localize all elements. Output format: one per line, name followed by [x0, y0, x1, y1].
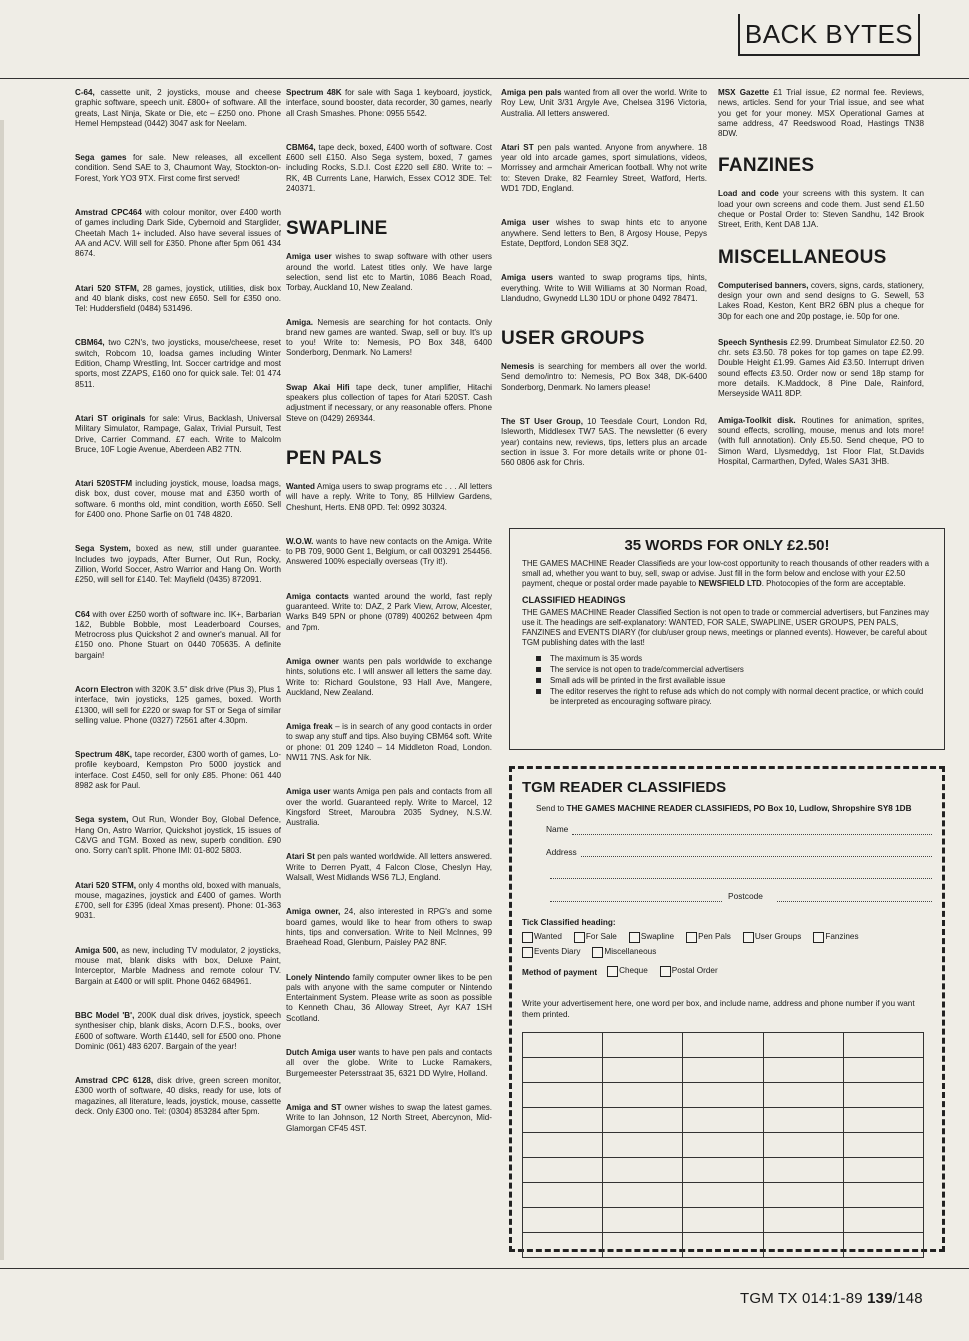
word-box[interactable] [683, 1083, 763, 1108]
word-box[interactable] [763, 1033, 843, 1058]
ad-heading: Wanted [286, 481, 315, 491]
checkbox-wanted[interactable] [522, 932, 562, 943]
column-1 [75, 88, 281, 1141]
ad-body: wanted around the world, fast reply guaranteed. Write to: DAZ, 2 Park View, Arrow, Alcester, Warks B49 5PN or phone (0789) 400262 between 4pm and 7pm. [286, 591, 492, 632]
misc-heading: MISCELLANEOUS [718, 246, 887, 268]
ad-body: your screens with this system. It can load your own screens and code them. Just send £1.50 cheque or Postal Order to: Steven Sandhu, 142 Brook Street, Erith, Kent DA8 1JA. [718, 189, 924, 230]
fanzines-heading: FANZINES [718, 155, 815, 177]
tick-heading-text: Tick Classified heading: [522, 917, 616, 927]
word-box[interactable] [843, 1083, 923, 1108]
info-bullet: The maximum is 35 words [536, 654, 932, 664]
checkbox-label: Fanzines [825, 932, 859, 942]
word-grid-row [523, 1058, 924, 1083]
checkbox-label: Swapline [640, 932, 675, 942]
checkbox-swapline[interactable] [629, 932, 674, 943]
word-box[interactable] [763, 1133, 843, 1158]
word-box[interactable] [763, 1233, 843, 1258]
ad-heading: Amiga contacts [286, 591, 349, 601]
checkbox-miscellaneous[interactable] [592, 947, 656, 958]
word-box[interactable] [603, 1233, 683, 1258]
word-box[interactable] [843, 1058, 923, 1083]
checkbox-user-groups[interactable] [743, 932, 801, 943]
word-box[interactable] [683, 1158, 763, 1183]
classified-ad [75, 88, 281, 129]
address-label: Address [546, 846, 577, 857]
checkbox-box[interactable] [629, 932, 640, 943]
ad-body: wanted to swap programs tips, hints, everything. Write to Will Williams at 30 Norman Road, Llandudno, Gwynedd LL30 1DU or phone 0492 78471. [501, 273, 707, 303]
ad-heading: C-64, [75, 88, 95, 97]
ad-body: owner wishes to swap the latest games. Write to Ian Johnson, 12 North Street, Abercynon, Mid-Glamorgan CF45 4ST. [286, 1102, 493, 1133]
checkbox-box[interactable] [592, 947, 603, 958]
ad-heading: Sega system, [75, 815, 129, 825]
ad-body: tape recorder, £300 worth of games, Lo-profile keyboard, Kempston Pro 5000 joystick and interface. Cost £450, sell for only £85. Phone: 061 440 8982 ask for Paul. [75, 750, 281, 791]
checkbox-label: User Groups [754, 932, 802, 942]
classified-ad [75, 338, 281, 389]
ad-heading: Sega games [75, 153, 127, 163]
classified-ad [718, 338, 924, 400]
ad-body: Amiga users to swap programs etc . . . All letters will have a reply. Write to Tony, 85 Hillview Gardens, Cheshunt, Herts. EN8 0PD. Tel: 0992 30324. [286, 481, 492, 512]
ad-body: tape deck, tuner amplifier, Hitachi speakers plus collection of tapes for Atari 520ST. Cash adjustment if necessary, or any reasonable offers. Phone Steve on (0429) 269344. [286, 382, 492, 423]
payment-label: Method of payment [522, 968, 598, 978]
word-box[interactable] [523, 1133, 603, 1158]
classified-ad [286, 537, 492, 568]
postcode-field[interactable] [777, 892, 932, 902]
ad-heading: Speech Synthesis [718, 337, 788, 347]
info-intro-text: THE GAMES MACHINE Reader Classifieds are your low-cost opportunity to reach thousands of other readers with a small ad, whether you want to buy, sell, swap or advise. Just fill in the form below and enclose with your £2.50 payment, cheque or postal order made payable to [522, 559, 929, 588]
ad-heading: Amiga user [501, 218, 550, 228]
ad-heading: Nemesis [501, 362, 535, 372]
column-2 [286, 88, 492, 1158]
ad-body: boxed as new, still under guarantee. Includes two joypads, After Burner, Out Run, Rocky, Zillion, World Soccer, Astro Warrior and Hang On. Worth £250, will sell for £140. Tel: Mayfield (0435) 872091. [75, 544, 281, 585]
ad-heading: Computerised banners, [718, 280, 809, 290]
info-intro-end: . Photocopies of the form are acceptable. [761, 579, 906, 588]
checkbox-box[interactable] [686, 932, 697, 943]
ad-body: tape deck, boxed, £400 worth of software. Cost £600 sell £150. Also Sega system, boxed, 7 games including Rocks, S.D.I. Cost £220 sell £80. Write to: – RK, 4B Currents Lane, Harwich, Essex CO12 3DE. Tel: 240371. [286, 142, 492, 194]
usergroups-heading: USER GROUPS [501, 328, 645, 350]
ad-heading: Spectrum 48K, [75, 750, 133, 760]
ad-body: two C2N's, two joysticks, mouse/cheese, reset switch, Robcom 10, loadsa games including Winter Edition, Champ Wrestling, Int. Soccer cartridge and most sports, most ZZAPS, £160 ono for quick sale. Tel: 01 474 8511. [75, 338, 281, 389]
classified-ad [75, 815, 281, 856]
name-field[interactable] [572, 825, 932, 835]
info-title: 35 WORDS FOR ONLY £2.50! [624, 537, 830, 554]
checkbox-box[interactable] [607, 966, 618, 977]
classified-ad [718, 281, 924, 322]
checkbox-box[interactable] [660, 966, 671, 977]
checkbox-cheque[interactable] [607, 966, 648, 977]
word-grid-row [523, 1083, 924, 1108]
word-grid-row [523, 1183, 924, 1208]
ad-heading: Swap Akai Hifi [286, 382, 350, 392]
page-footer [740, 1290, 923, 1307]
word-box[interactable] [763, 1083, 843, 1108]
word-box[interactable] [523, 1033, 603, 1058]
ad-heading: MSX Gazette [718, 88, 769, 97]
classified-ad [75, 946, 281, 987]
ad-body: wishes to swap software with other users around the world. Latest titles only. We have large selection, send list etc to Martin, 1086 Beach Road, Torbay, Auckland 10, New Zealand. [286, 252, 492, 293]
checkbox-label: Miscellaneous [604, 947, 657, 957]
word-box[interactable] [843, 1208, 923, 1233]
ad-heading: Amiga pen pals [501, 88, 562, 97]
classified-ad [286, 787, 492, 828]
word-box[interactable] [603, 1108, 683, 1133]
checkbox-label: For Sale [585, 932, 617, 942]
ad-heading: Amiga user [286, 252, 332, 262]
classified-ad [501, 273, 707, 304]
classified-ad [286, 907, 492, 948]
classified-ad [75, 544, 281, 585]
ad-body: 24, also interested in RPG's and some board games, would like to hear from others to swap hints, tips and conversation. Write to Neil McInnes, 99 Braehead Road, Glenburn, Paisley PA2 8NF. [286, 907, 492, 948]
ad-body: for sale. New releases, all excellent condition. Send SAE to 3, Chaumont Way, Stockton-on-Forest, York YO3 9TX. First come first served! [75, 153, 281, 183]
word-grid [522, 1032, 924, 1258]
address-row-2 [536, 869, 932, 879]
classified-form [509, 766, 945, 1252]
word-box[interactable] [523, 1233, 603, 1258]
ad-body: as new, including TV modulator, 2 joysticks, mouse mat, blank disks with box, Deluxe Paint, Interceptor, Marble Madness and remote colour TV. Bargain at £400 or will split. Phone 0462 684961. [75, 945, 281, 986]
classified-ad [75, 881, 281, 922]
ad-body: – is in search of any good contacts in order to swap any stuff and tips. Also buying CBM64 soft. Write or phone: 01 209 1240 – 14 Middleton Road, London. NW11 7NS. Ask for Nik. [286, 722, 492, 762]
word-box[interactable] [603, 1083, 683, 1108]
ad-body: including joystick, mouse, loadsa mags, disk box, dust cover, mouse mat and £350 worth of software. 6 months old, mint condition, worth £650. Sell for £400 ono. Phone Sarfie on 01 748 4820. [75, 479, 281, 520]
form-instructions: Write your advertisement here, one word per box, and include name, address and phone number if you want them printed. [522, 999, 915, 1019]
heading-checkboxes [522, 932, 932, 962]
classified-ad [75, 414, 281, 455]
checkbox-label: Cheque [619, 966, 648, 976]
classified-ad [286, 88, 492, 119]
ad-heading: Amiga user [286, 787, 331, 797]
ad-body: 28 games, joystick, utilities, disk box and 40 blank disks, cost new £650. Sell for £350 ono. Tel: Huddersfield (0484) 531496. [75, 283, 281, 314]
word-box[interactable] [523, 1058, 603, 1083]
classified-ad [286, 657, 492, 698]
info-payee: NEWSFIELD LTD [698, 579, 762, 588]
classified-ad [501, 417, 707, 468]
ad-heading: Amstrad CPC 6128, [75, 1076, 154, 1086]
classified-ad [75, 208, 281, 259]
word-box[interactable] [523, 1208, 603, 1233]
classified-ad [75, 479, 281, 520]
classified-ad [286, 252, 492, 293]
word-grid-row [523, 1208, 924, 1233]
checkbox-box[interactable] [813, 932, 824, 943]
word-box[interactable] [603, 1058, 683, 1083]
ad-body: Routines for animation, sprites, sound effects, scrolling, mouse, menus and lots more! (with full annotation). Only £5.50. Send cheque, PO to Simon Ward, Llysmeddyg, 1st Floor Flat, St.Davids Hospital, Carmarthen, Dyfed, Wales SA31 3HB. [718, 415, 924, 466]
section-header-title: BACK BYTES [744, 18, 914, 49]
ad-heading: Amstrad CPC464 [75, 208, 142, 218]
checkbox-pen-pals[interactable] [686, 932, 731, 943]
ad-heading: Amiga owner, [286, 907, 341, 917]
info-bullet: The editor reserves the right to refuse ads which do not comply with normal decent practice, or which could be interpreted as encouraging software piracy. [536, 687, 932, 707]
section-header [738, 14, 920, 56]
ad-heading: Amiga and ST [286, 1102, 342, 1112]
word-box[interactable] [843, 1108, 923, 1133]
word-box[interactable] [683, 1108, 763, 1133]
ad-body: for sale: Virus, Backlash, Universal Military Simulator, Rampage, Galax, Trivial Pursuit, Test Drive, Carrier Command. £7 each. Write to Malcolm Bruce, 10F Logie Avenue, Aberdeen AB2 7TN. [75, 413, 281, 454]
info-intro [522, 559, 932, 589]
penpals-heading: PEN PALS [286, 447, 383, 469]
word-box[interactable] [603, 1158, 683, 1183]
column-4 [718, 88, 924, 483]
word-box[interactable] [603, 1133, 683, 1158]
classified-ad [75, 1011, 281, 1052]
classified-ad [718, 88, 924, 139]
ad-heading: CBM64, [286, 142, 316, 152]
classified-ad [75, 153, 281, 184]
classified-ad [75, 610, 281, 661]
footer-page-number: 139 [867, 1290, 893, 1307]
classified-ad [75, 284, 281, 315]
word-box[interactable] [683, 1183, 763, 1208]
classified-ad [286, 973, 492, 1024]
ad-heading: Acorn Electron [75, 684, 134, 694]
ad-body: with over £250 worth of software inc. IK+, Barbarian 1&2, Bubble Bobble, most Leaderboard Courses, Metrocross plus Quickshot 2 and owner's manual. All for £150 ono. Phone Stuart on 0440 705635. A definite bargain! [75, 609, 281, 660]
classified-ad [501, 362, 707, 393]
checkbox-box[interactable] [522, 932, 533, 943]
word-box[interactable] [683, 1058, 763, 1083]
word-box[interactable] [763, 1208, 843, 1233]
ad-heading: Atari 520 STFM, [75, 880, 137, 890]
word-box[interactable] [843, 1183, 923, 1208]
info-bullet: The service is not open to trade/commercial advertisers [536, 665, 932, 675]
ad-heading: C64 [75, 609, 90, 619]
checkbox-fanzines[interactable] [813, 932, 858, 943]
classified-ad [501, 218, 707, 249]
tick-heading-label [522, 918, 932, 929]
ad-body: wants Amiga pen pals and contacts from all over the world. Guaranteed reply. Write to Marcel, 12 Kingsford Street, Maroubra 2035 Sydney, N.S.W. Australia. [286, 787, 492, 828]
info-rules-text: THE GAMES MACHINE Reader Classified Section is not open to trade or commercial advertisers, but Fanzines may use it. The headings are self-explanatory: WANTED, FOR SALE, SWAPLINE, USER GROUPS, PEN PALS, FANZINES and EVENTS DIARY (for club/user group news, meetings or planned events). However, be careful about TGM publishing dates with the last! [522, 608, 929, 647]
checkbox-label: Pen Pals [698, 932, 731, 942]
word-box[interactable] [603, 1183, 683, 1208]
classified-ad [75, 685, 281, 726]
word-box[interactable] [523, 1158, 603, 1183]
checkbox-for-sale[interactable] [574, 932, 617, 943]
form-send-to [536, 804, 932, 815]
word-grid-row [523, 1233, 924, 1258]
ad-body: wants pen pals worldwide to exchange hints, solutions etc. I will answer all letters the same day. Write to: Richard Goulstone, 93 Hall Ave, Mangere, Auckland, New Zealand. [286, 656, 492, 697]
checkbox-box[interactable] [743, 932, 754, 943]
ad-body: wants to have pen pals and contacts all over the globe. Write to Lucke Ramakers, Burgemeester Petersstraat 35, 6321 DD Wylre, Holland. [286, 1048, 493, 1078]
word-box[interactable] [763, 1108, 843, 1133]
word-box[interactable] [523, 1083, 603, 1108]
ad-heading: Dutch Amiga user [286, 1048, 356, 1058]
bottom-rule [0, 1268, 969, 1269]
info-box [509, 528, 945, 750]
info-bullets [522, 654, 932, 707]
ad-body: with 320K 3.5" disk drive (Plus 3), Plus 1 interface, twin joysticks, 125 games, boxed. Worth £1300, will sell for £220 or swap for ST or Sega of similar selling value. Phone (0327) 72561 after 4.30pm. [75, 684, 281, 725]
ad-heading: Atari 520 STFM, [75, 283, 139, 293]
ad-heading: Atari ST [501, 142, 534, 152]
classified-ad [286, 1048, 492, 1079]
ad-body: for sale with Saga 1 keyboard, joystick, interface, sound booster, data recorder, 30 games, nearly all Crash Smashes. Phone: 0955 5542. [286, 88, 492, 118]
ad-heading: Amiga-Toolkit disk. [718, 415, 796, 425]
ad-heading: Atari ST originals [75, 413, 146, 423]
page-edge-shadow [0, 120, 4, 1260]
word-box[interactable] [603, 1033, 683, 1058]
classified-ad [75, 1076, 281, 1117]
ad-heading: CBM64, [75, 338, 105, 348]
checkbox-box[interactable] [522, 947, 533, 958]
checkbox-box[interactable] [574, 932, 585, 943]
ad-body: is searching for members all over the world. Send demo/intro to: Nemesis, PO Box 348, DK-6400 Sonderborg, Denmark. No lamers please! [501, 362, 707, 392]
word-grid-row [523, 1108, 924, 1133]
ad-body: disk drive, green screen monitor, £300 worth of software, 40 disks, ready for use, lots of magazines, all literature, leads, joystick, mouse, cassette deck. Only £300 ono. Tel: (0304) 853284 after 5pm. [75, 1076, 281, 1116]
checkbox-events-diary[interactable] [522, 947, 580, 958]
classified-ad [718, 416, 924, 467]
ad-heading: Amiga owner [286, 656, 339, 666]
classified-ad [286, 852, 492, 883]
word-box[interactable] [843, 1133, 923, 1158]
ad-heading: Lonely Nintendo [286, 972, 350, 982]
word-grid-row [523, 1133, 924, 1158]
classified-ad [286, 383, 492, 424]
ad-body: covers, signs, cards, stationery, design your own and send designs to G. Sewell, 53 Lakes Road, Keston, Kent BR2 6BN plus a cheque for 30p for each one and 20p postage, ie. 50p for one. [718, 280, 924, 321]
ad-body: family computer owner likes to be pen pals with anyone with the same computer or Nintendo Entertainment System. Please write as soon as possible to Kenneth Chau, 36 Alloway Street, Ayr KA7 1SH Scotland. [286, 972, 493, 1023]
footer-issue: TGM TX 014:1-89 [740, 1290, 868, 1307]
ad-body: 200K dual disk drives, joystick, speech synthesiser chip, blank disks, Acorn D.F.S., books, over £600 of software. Worth £1440, sell for £500 ono. Phone Dominic (061) 483 6207. Bargain of the year! [75, 1010, 282, 1051]
word-box[interactable] [603, 1208, 683, 1233]
classified-ad [501, 143, 707, 194]
word-box[interactable] [843, 1033, 923, 1058]
ad-heading: Amiga 500, [75, 945, 119, 955]
word-box[interactable] [683, 1233, 763, 1258]
ad-heading: Sega System, [75, 544, 131, 554]
address-row [536, 847, 932, 858]
checkbox-label: Postal Order [671, 966, 718, 976]
ad-heading: The ST User Group, [501, 417, 583, 427]
postcode-row [536, 891, 932, 902]
payment-row [522, 966, 932, 981]
top-rule [0, 78, 969, 79]
address-field[interactable] [581, 847, 932, 857]
ad-heading: Atari St [286, 852, 315, 862]
ad-heading: W.O.W. [286, 536, 314, 546]
ad-body: 10 Teesdale Court, London Rd, Isleworth, Middlesex TW7 5AS. The newsletter (6 every year) contains new, reviews, tips, letters plus an arcade section in issue 3. For more details write or phone 01-560 0806 ask for Chris. [501, 417, 707, 468]
classified-ad [286, 318, 492, 359]
classified-ad [501, 88, 707, 119]
ad-body: wanted from all over the world. Write to Roy Lew, Unit 3/31 Argyle Ave, Chelsea 3196 Victoria, Australia. All letters answered. [501, 88, 707, 118]
ad-body: wants to have new contacts on the Amiga. Write to PB 709, 9000 Gent 1, Belgium, or call 003291 254456. Answered 100% especially overseas (Try it!). [286, 536, 492, 567]
ad-heading: BBC Model 'B', [75, 1010, 135, 1020]
classified-ad [286, 592, 492, 633]
name-row [536, 824, 932, 835]
address-field-2[interactable] [550, 869, 932, 879]
ad-heading: Spectrum 48K [286, 88, 342, 97]
word-box[interactable] [763, 1183, 843, 1208]
info-bullet: Small ads will be printed in the first available issue [536, 676, 932, 686]
name-label: Name [546, 824, 569, 834]
ad-body: pen pals wanted worldwide. All letters answered. Write to Derren Pyatt, 4 Falcon Close, Cheslyn Hay, Walsall, West Midlands WS6 7LJ, England. [286, 852, 492, 883]
form-send-address: THE GAMES MACHINE READER CLASSIFIEDS, PO Box 10, Ludlow, Shropshire SY8 1DB [566, 803, 912, 813]
classified-ad [286, 722, 492, 763]
ad-body: wishes to swap hints etc to anyone anywhere. Send letters to Ben, 8 Argosy House, Pepys Estate, Deptford, London SE8 3QZ. [501, 218, 707, 248]
ad-body: cassette unit, 2 joysticks, mouse and cheese graphic software, speech unit. £800+ of software. All the greats, Last Ninja, Skate or Die, etc – £250 ono. Phone Hemel Hempstead (0442) 3047 ask for Neelam. [75, 88, 281, 128]
footer-page-total: /148 [892, 1290, 923, 1307]
form-title: TGM READER CLASSIFIEDS [522, 779, 727, 796]
postcode-label: Postcode [728, 891, 763, 901]
ad-heading: Load and code [718, 189, 779, 199]
ad-body: with colour monitor, over £400 worth of games including Dark Side, Cybernoid and Starglider, Cheetah Mach 1+ included. Also have several issues of AA and ACV. Will sell for £350. Phone after 5pm 061 434 8674. [75, 208, 281, 259]
word-box[interactable] [763, 1158, 843, 1183]
ad-body: Out Run, Wonder Boy, Global Defence, Hang On, Astro Warrior, Quickshot joystick, 15 issues of C&VG and TGM. Boxed as new, superb condition. £90 ono. Sorry can't split. Phone IMI: 01-802 5803. [75, 815, 281, 856]
ad-body: only 4 months old, boxed with manuals, mouse, magazines, joystick and £400 of games. Worth £700, sell for £395 (ideal Xmas present). Phone: 01-363 9031. [75, 880, 281, 921]
checkbox-label: Wanted [534, 932, 562, 942]
classified-ad [286, 1103, 492, 1134]
ad-body: pen pals wanted. Anyone from anywhere. 18 year old into arcade games, sport simulations, videos, Morrissey and armchair American football. Why not write to: Steven Drake, 82 Fearnley Street, Watford, Herts. WD1 7DD, England. [501, 142, 707, 194]
ad-heading: Amiga. [286, 317, 313, 327]
address-field-3[interactable] [550, 892, 722, 902]
form-send-label: Send to [536, 803, 567, 813]
ad-heading: Amiga freak [286, 722, 333, 732]
word-grid-row [523, 1033, 924, 1058]
word-box[interactable] [683, 1133, 763, 1158]
classified-ad [286, 482, 492, 513]
ad-body: £2.99. Drumbeat Simulator £2.50. 20 chr. sets £3.50. 78 pokes for top games on tape £2.99. Double Height £1.99. Games Aid £3.50. Interrupt driven sound effects £3.50. Order now or send 18p stamp for more details. K.Maddock, 8 Pine Dale, Rainford, Merseyside WA11 8DP. [718, 337, 924, 399]
column-3 [501, 88, 707, 493]
word-box[interactable] [843, 1158, 923, 1183]
ad-body: £1 Trial issue, £2 normal fee. Reviews, news, articles. Send for your Trial issue, and see what you get for your money. MSX Operational Games at same address, 47 Reedswood Road, Hastings TN38 8DW. [718, 88, 924, 139]
word-box[interactable] [683, 1208, 763, 1233]
word-box[interactable] [523, 1108, 603, 1133]
checkbox-label: Events Diary [534, 947, 581, 957]
ad-body: Nemesis are searching for hot contacts. Only brand new games are wanted. Swap, sell or buy. It's up to you! Write to: Nemesis, PO Box 348, 6400 Sonderborg, Denmark. No Lamers! [286, 317, 492, 358]
word-box[interactable] [843, 1233, 923, 1258]
ad-heading: Amiga users [501, 273, 553, 283]
word-box[interactable] [523, 1183, 603, 1208]
info-subheading: CLASSIFIED HEADINGS [522, 595, 626, 605]
word-box[interactable] [683, 1033, 763, 1058]
classified-ad [286, 143, 492, 194]
word-box[interactable] [763, 1058, 843, 1083]
classified-ad [718, 189, 924, 230]
ad-heading: Atari 520STFM [75, 479, 133, 489]
swapline-heading: SWAPLINE [286, 218, 388, 240]
word-grid-row [523, 1158, 924, 1183]
checkbox-postal-order[interactable] [660, 966, 718, 977]
classified-ad [75, 750, 281, 791]
